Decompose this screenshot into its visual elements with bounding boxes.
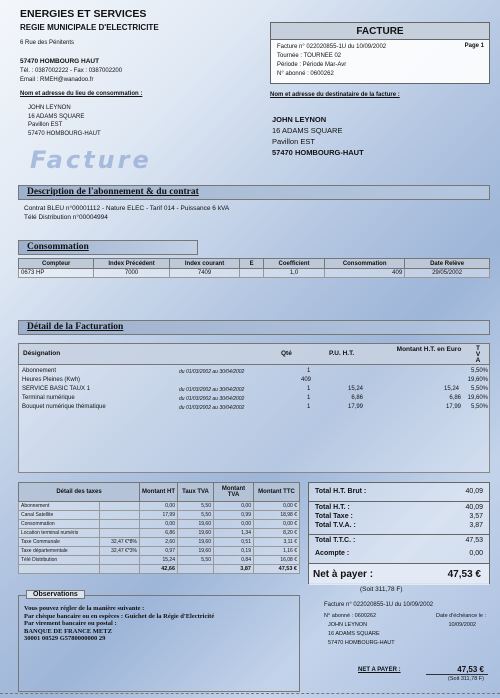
tax-ttc: 8,20 € <box>254 529 300 538</box>
total-ttc <box>313 537 485 547</box>
tax-ttc: 16,08 € <box>254 556 300 565</box>
watermark-text: Facture <box>30 146 152 174</box>
total-ht-brut <box>313 488 485 498</box>
total-ttc-value: 47,53 <box>465 537 483 544</box>
tax-total-label <box>19 565 100 574</box>
tax-total-ht: 42,66 <box>140 565 178 574</box>
billing-section-title: Détail de la Facturation <box>27 322 124 332</box>
tax-rate: 19,60 <box>178 538 214 547</box>
consumption-name: JOHN LEYNON <box>28 105 71 111</box>
company-phone-fax: Tél. : 0387002222 - Fax : 0387002200 <box>20 68 123 74</box>
tax-rate: 5,50 <box>178 556 214 565</box>
tax-tva: 0,99 <box>214 511 254 520</box>
col-tax-ttc: Montant TTC <box>254 483 300 502</box>
invoice-meta <box>277 43 386 79</box>
tax-tva: 1,34 <box>214 529 254 538</box>
tax-ht: 0,97 <box>140 547 178 556</box>
total-taxe-value: 3,57 <box>469 513 483 520</box>
bank-account: 30001 00529 G5780000000 29 <box>24 635 106 642</box>
billing-amount: 15,24 <box>443 386 459 392</box>
tax-basis <box>99 529 139 538</box>
cell-index-current: 7409 <box>169 269 240 278</box>
consumption-row <box>19 269 490 278</box>
cell-compteur: 0673 HP <box>19 269 94 278</box>
col-tva: T V A <box>475 345 481 364</box>
billing-label: Abonnement <box>22 368 57 374</box>
billing-label: Terminal numérique <box>22 395 75 401</box>
cell-consommation: 409 <box>325 269 405 278</box>
billing-row <box>19 386 491 394</box>
billing-label: Bouquet numérique thématique <box>22 404 106 410</box>
acompte <box>313 550 485 560</box>
tax-label: Location terminal numéris <box>19 529 100 538</box>
tax-label: Taxe départementale <box>19 547 100 556</box>
company-address: 6 Rue des Pénitents <box>20 40 75 46</box>
billing-row <box>19 368 491 376</box>
total-tva-label: Total T.V.A. : <box>315 522 356 529</box>
tax-basis <box>99 520 139 529</box>
contract-section-title: Description de l'abonnement & du contrat <box>27 187 199 197</box>
tax-rate: 5,50 <box>178 502 214 511</box>
tax-ht: 17,99 <box>140 511 178 520</box>
billing-amount: 6,86 <box>449 395 461 401</box>
coupon-name: JOHN LEYNON <box>328 622 368 628</box>
tax-total-row <box>19 565 300 574</box>
contract-line: Contrat BLEU n°00001112 - Nature ELEC - Tarif 014 - Puissance 6 kVA <box>24 205 230 212</box>
recipient-street: 16 ADAMS SQUARE <box>272 126 343 135</box>
tax-basis <box>99 511 139 520</box>
consumption-building: Pavillon EST <box>28 122 63 129</box>
coupon-net-value: 47,53 € <box>457 665 484 674</box>
col-date-releve: Date Relève <box>405 259 490 269</box>
tax-label: Abonnement <box>19 502 100 511</box>
billing-unit: 17,99 <box>347 404 363 410</box>
consumption-place-title: Nom et adresse du lieu de consommation : <box>20 91 143 97</box>
consumption-city: 57470 HOMBOURG-HAUT <box>28 130 101 137</box>
total-tva <box>313 522 485 532</box>
coupon-net-francs: (Soit 311,78 F) <box>448 676 484 682</box>
total-ht-label: Total H.T. : <box>315 504 350 511</box>
billing-amount: 17,99 <box>445 404 461 410</box>
invoice-tour: Tournée : TOURNEE 02 <box>277 53 342 59</box>
observations-title: Observations <box>26 590 85 599</box>
tax-total-tva: 3,87 <box>214 565 254 574</box>
total-ht-brut-label: Total H.T. Brut : <box>315 488 367 495</box>
tax-rate: 19,60 <box>178 520 214 529</box>
tax-ttc: 18,98 € <box>254 511 300 520</box>
billing-row <box>19 395 491 403</box>
payment-cheque: Par chèque bancaire ou en espèces : Guichet de la Régie d'Electricité <box>24 612 215 620</box>
consumption-section-header <box>18 240 198 255</box>
cell-coefficient: 1,0 <box>263 269 324 278</box>
acompte-label: Acompte : <box>315 550 350 557</box>
billing-qty: 1 <box>307 404 311 410</box>
billing-period: du 01/03/2002 au 30/04/2002 <box>179 405 245 411</box>
billing-tva: 5,50% <box>470 404 488 410</box>
invoice-subscriber: N° abonné : 0600262 <box>277 71 334 77</box>
tax-label: Taxe Communale <box>19 538 100 547</box>
billing-tva: 5,50% <box>470 368 488 374</box>
col-tax-rate: Taux TVA <box>178 483 214 502</box>
invoice-number: Facture n° 022020855-1U du 10/09/2002 <box>277 44 387 50</box>
observations-text <box>24 605 214 643</box>
tax-ht: 15,24 <box>140 556 178 565</box>
company-email: Email : RMEH@wanadoo.fr <box>20 77 94 83</box>
billing-table-body <box>18 365 490 473</box>
recipient-title: Nom et adresse du destinataire de la facture : <box>270 92 400 98</box>
col-unit-price: P.U. H.T. <box>329 350 355 357</box>
col-index-previous: Index Précédent <box>94 259 169 269</box>
tax-row <box>19 529 300 538</box>
tax-ttc: 3,11 € <box>254 538 300 547</box>
invoice-title: FACTURE <box>271 23 489 40</box>
contract-details <box>24 204 229 222</box>
payment-transfer: Par virement bancaire ou postal : <box>24 620 117 627</box>
recipient-building: Pavillon EST <box>272 137 315 146</box>
recipient-address <box>272 114 364 158</box>
coupon-due-date: 10/09/2002 <box>448 622 476 628</box>
tax-basis <box>99 556 139 565</box>
billing-qty: 409 <box>301 377 312 383</box>
tax-tva: 0,00 <box>214 502 254 511</box>
billing-section-header <box>18 320 490 335</box>
col-amount: Montant H.T. en Euro <box>396 346 462 353</box>
tax-rate: 19,60 <box>178 529 214 538</box>
billing-period: du 01/03/2002 au 30/04/2002 <box>179 387 245 393</box>
tax-total-ttc: 47,53 € <box>254 565 300 574</box>
cell-date-releve: 29/05/2002 <box>405 269 490 278</box>
coupon-subscriber: N° abonné : 0600262 <box>324 613 377 619</box>
page-number: Page 1 <box>464 43 484 49</box>
coupon-street: 16 ADAMS SQUARE <box>328 631 380 637</box>
recipient-name: JOHN LEYNON <box>272 115 327 124</box>
col-qty: Qté <box>281 350 292 357</box>
billing-qty: 1 <box>307 368 311 374</box>
totals-divider <box>309 501 489 502</box>
tax-total-rate <box>178 565 214 574</box>
col-tax-ht: Montant HT <box>140 483 178 502</box>
billing-label: SERVICE BASIC TAUX 1 <box>22 386 91 392</box>
billing-table-header <box>18 343 490 365</box>
tax-tva: 0,00 <box>214 520 254 529</box>
tax-row <box>19 547 300 556</box>
contract-section-header <box>18 185 490 200</box>
total-tva-value: 3,87 <box>469 522 483 529</box>
coupon-city: 57470 HOMBOURG-HAUT <box>328 640 395 646</box>
col-coefficient: Coefficient <box>263 259 324 269</box>
invoice-box <box>270 22 490 84</box>
consumption-section-title: Consommation <box>27 242 89 252</box>
tax-label: Consommation <box>19 520 100 529</box>
tax-header-row <box>19 483 300 502</box>
payment-coupon <box>318 600 490 692</box>
coupon-invoice-number: Facture n° 022020855-1U du 10/09/2002 <box>324 602 434 608</box>
net-to-pay-value: 47,53 € <box>447 569 481 580</box>
billing-period: du 01/03/2002 au 30/04/2002 <box>179 396 245 402</box>
tax-label: Canal Satellite <box>19 511 100 520</box>
tax-row <box>19 538 300 547</box>
tax-rate: 19,60 <box>178 547 214 556</box>
tax-rate: 5,50 <box>178 511 214 520</box>
totals-divider <box>309 534 489 535</box>
tax-tva: 0,51 <box>214 538 254 547</box>
billing-row <box>19 377 491 385</box>
tax-ttc: 0,00 € <box>254 502 300 511</box>
tax-basis: 32,47 €*3% <box>99 547 139 556</box>
tax-tva: 0,84 <box>214 556 254 565</box>
col-index-current: Index courant <box>169 259 240 269</box>
billing-tva: 19,60% <box>467 377 488 383</box>
consumption-place-address <box>28 104 101 138</box>
billing-unit: 6,86 <box>351 395 363 401</box>
consumption-header-row <box>19 259 490 269</box>
net-to-pay <box>309 563 489 585</box>
acompte-value: 0,00 <box>469 550 483 557</box>
col-consommation: Consommation <box>325 259 405 269</box>
tax-row <box>19 511 300 520</box>
billing-unit: 15,24 <box>347 386 363 392</box>
company-subtitle: REGIE MUNICIPALE D'ELECTRICITE <box>20 23 159 32</box>
total-ht-value: 40,09 <box>465 504 483 511</box>
cell-e <box>240 269 264 278</box>
tax-total-basis <box>99 565 139 574</box>
tax-ht: 0,00 <box>140 502 178 511</box>
tax-tva: 0,19 <box>214 547 254 556</box>
totals-box <box>308 482 490 584</box>
billing-row <box>19 404 491 412</box>
company-name: ENERGIES ET SERVICES <box>20 8 147 20</box>
recipient-city: 57470 HOMBOURG-HAUT <box>272 148 364 157</box>
tax-table <box>18 482 300 574</box>
tax-ht: 0,00 <box>140 520 178 529</box>
tax-label: Télé Distribution <box>19 556 100 565</box>
billing-tva: 19,60% <box>467 395 488 401</box>
tax-row <box>19 520 300 529</box>
billing-qty: 1 <box>307 386 311 392</box>
col-designation: Désignation <box>23 350 61 357</box>
col-e: E <box>240 259 264 269</box>
consumption-table <box>18 258 490 278</box>
invoice-period: Période : Période Mar-Avr <box>277 62 347 68</box>
tax-row <box>19 556 300 565</box>
bank-name: BANQUE DE FRANCE METZ <box>24 627 112 635</box>
teledistribution-line: Télé Distribution n°00004994 <box>24 214 108 221</box>
coupon-net-label: NET A PAYER : <box>358 667 401 673</box>
tax-ttc: 1,16 € <box>254 547 300 556</box>
net-francs: (Soit 311,78 F) <box>360 586 403 593</box>
payment-intro: Vous pouvez régler de la manière suivante : <box>24 605 145 612</box>
col-compteur: Compteur <box>19 259 94 269</box>
tax-ttc: 0,00 € <box>254 520 300 529</box>
tax-basis: 32,47 €*8% <box>99 538 139 547</box>
net-to-pay-label: Net à payer : <box>313 569 374 580</box>
coupon-net-underline <box>426 674 488 675</box>
cell-index-previous: 7000 <box>94 269 169 278</box>
cut-line <box>0 693 500 694</box>
total-ttc-label: Total T.T.C. : <box>315 537 356 544</box>
billing-period: du 01/03/2002 au 30/04/2002 <box>179 369 245 375</box>
consumption-street: 16 ADAMS SQUARE <box>28 113 85 120</box>
tax-basis <box>99 502 139 511</box>
col-tax-detail: Détail des taxes <box>19 483 140 502</box>
company-city: 57470 HOMBOURG HAUT <box>20 58 100 65</box>
billing-tva: 5,50% <box>470 386 488 392</box>
col-tax-tva: Montant TVA <box>214 483 254 502</box>
total-taxe-label: Total Taxe : <box>315 513 353 520</box>
coupon-due-label: Date d'échéance le : <box>436 613 486 619</box>
total-ht-brut-value: 40,09 <box>465 488 483 495</box>
billing-qty: 1 <box>307 395 311 401</box>
tax-row <box>19 502 300 511</box>
tax-ht: 2,60 <box>140 538 178 547</box>
billing-label: Heures Pleines (Kwh) <box>22 377 81 383</box>
tax-ht: 6,86 <box>140 529 178 538</box>
